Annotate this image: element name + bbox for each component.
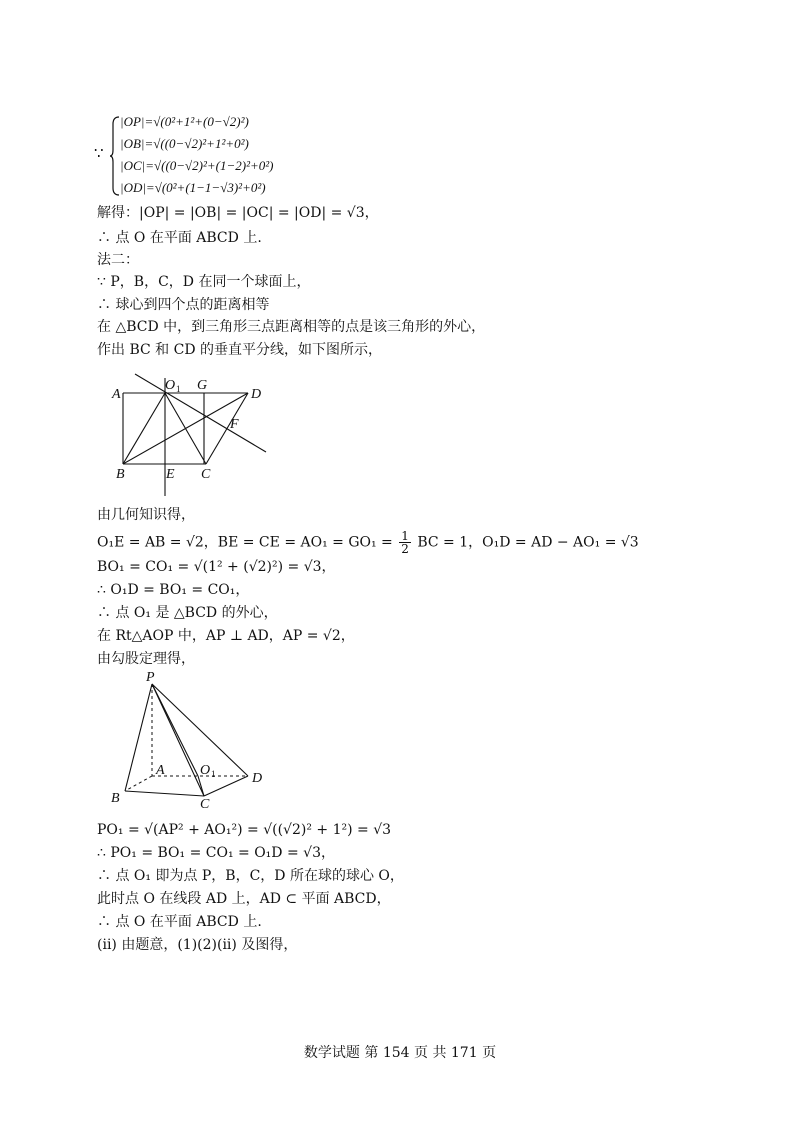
equation-op: |OP|=√(0²+1²+(0−√2)²): [120, 114, 249, 129]
fraction-one-half: [399, 530, 411, 555]
equation-od: |OD|=√(0²+(1−1−√3)²+0²): [120, 180, 266, 195]
label-B: B: [111, 791, 120, 806]
text-line: (ii) 由题意，(1)(2)(ii) 及图得，: [97, 937, 298, 953]
text-line: 法二：: [97, 252, 139, 268]
text-line: ∴ 球心到四个点的距离相等: [97, 297, 270, 313]
left-brace-icon: [110, 116, 120, 196]
text-line: 在 △BCD 中，到三角形三点距离相等的点是该三角形的外心，: [97, 319, 486, 335]
label-O1-subscript: 1: [211, 769, 216, 779]
text-line: ∴ 点 O₁ 是 △BCD 的外心，: [97, 605, 278, 621]
label-D: D: [252, 771, 263, 786]
equation-part: O₁E = AB = √2，BE = CE = AO₁ = GO₁ =: [97, 534, 393, 551]
equation-ob: |OB|=√((0−√2)²+1²+0²): [120, 136, 249, 151]
text-line: ∴ 点 O₁ 即为点 P，B，C，D 所在球的球心 O，: [97, 868, 404, 884]
text-line: 由几何知识得，: [97, 507, 195, 523]
text-line: ∴ 点 O 在平面 ABCD 上.: [97, 914, 262, 930]
equation-oc: |OC|=√((0−√2)²+(1−2)²+0²): [120, 158, 274, 173]
label-G: G: [197, 378, 208, 393]
figure-bisector-diagram: [100, 368, 280, 500]
label-A: A: [112, 387, 121, 402]
text-line: 解得：|OP| = |OB| = |OC| = |OD| = √3，: [97, 205, 379, 221]
text-line: ∴ 点 O 在平面 ABCD 上.: [97, 230, 262, 246]
text-line: 作出 BC 和 CD 的垂直平分线，如下图所示，: [97, 342, 382, 358]
label-E: E: [166, 467, 175, 482]
label-P: P: [146, 670, 155, 685]
equation-part: BC = 1，O₁D = AD − AO₁ = √3: [417, 534, 639, 551]
page-footer: 数学试题 第 154 页 共 171 页: [303, 1045, 497, 1061]
label-C: C: [201, 467, 211, 482]
label-O1-subscript: 1: [176, 384, 181, 394]
fraction-denominator: 2: [401, 542, 409, 556]
text-line: 由勾股定理得，: [97, 651, 195, 667]
label-O1: O: [200, 763, 211, 778]
text-line: PO₁ = √(AP² + AO₁²) = √((√2)² + 1²) = √3: [97, 822, 392, 838]
label-O1: O: [165, 378, 176, 393]
because-symbol: ∵: [94, 144, 104, 162]
fraction-numerator: 1: [401, 529, 409, 543]
label-C: C: [200, 797, 210, 812]
text-line: ∴ PO₁ = BO₁ = CO₁ = O₁D = √3，: [97, 845, 335, 861]
label-F: F: [230, 417, 239, 432]
label-D: D: [251, 387, 262, 402]
text-line-with-fraction: [97, 530, 639, 555]
label-A: A: [156, 763, 165, 778]
text-line: 在 Rt△AOP 中，AP ⊥ AD，AP = √2，: [97, 628, 355, 644]
text-line: BO₁ = CO₁ = √(1² + (√2)²) = √3，: [97, 559, 336, 575]
figure-pyramid-diagram: [100, 668, 280, 816]
text-line: ∵ P，B，C，D 在同一个球面上，: [97, 274, 311, 290]
label-B: B: [116, 467, 125, 482]
text-line: ∴ O₁D = BO₁ = CO₁，: [97, 582, 250, 598]
distance-equation-system: [94, 112, 354, 200]
text-line: 此时点 O 在线段 AD 上，AD ⊂ 平面 ABCD，: [97, 891, 391, 907]
